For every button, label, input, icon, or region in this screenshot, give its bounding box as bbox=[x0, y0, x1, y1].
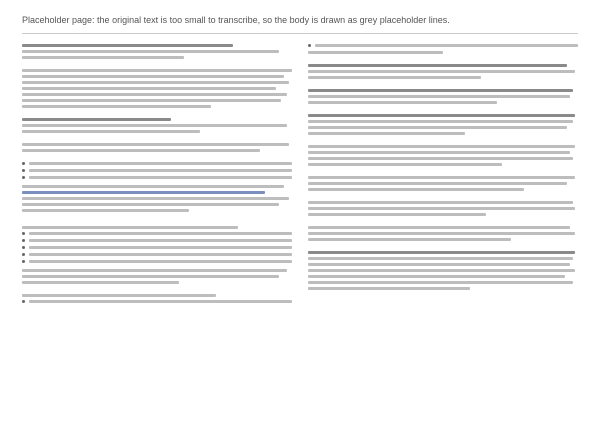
left-column bbox=[22, 44, 292, 307]
right-column bbox=[308, 44, 578, 293]
transcription-notice: Placeholder page: the original text is too small to transcribe, so the body is drawn as grey placeholder lines. bbox=[22, 14, 578, 34]
